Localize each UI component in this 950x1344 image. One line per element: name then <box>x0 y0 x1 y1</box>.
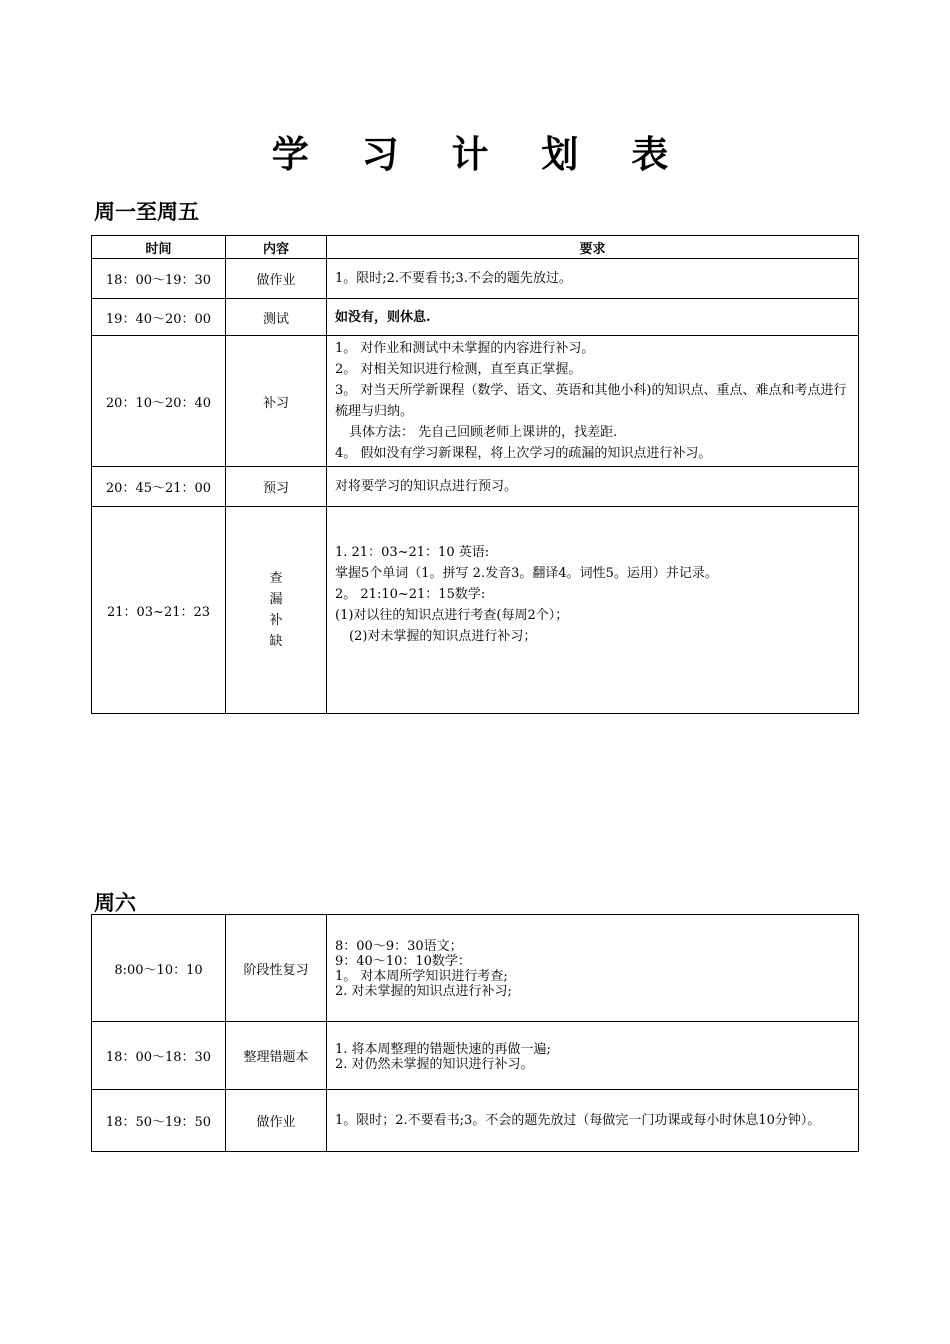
content-cell <box>226 507 327 714</box>
requirement-cell <box>327 1090 859 1152</box>
content-char: 补 <box>269 613 283 628</box>
requirement-line: 1。限时；2.不要看书;3。不会的题先放过（每做完一门功课或每小时休息10分钟）。 <box>335 1112 821 1128</box>
requirement-line: 1. 将本周整理的错题快速的再做一遍; <box>335 1042 551 1057</box>
requirement-line: 3。 对当天所学新课程（数学、语文、英语和其他小科)的知识点、重点、难点和考点进行梳理与归纳。 <box>335 383 847 419</box>
content-char: 漏 <box>269 592 283 607</box>
content-char: 查 <box>269 571 283 586</box>
table-row <box>92 507 859 714</box>
content-cell: 整理错题本 <box>226 1022 327 1090</box>
header-requirements: 要求 <box>327 236 859 259</box>
table-row <box>92 1090 859 1152</box>
requirement-cell <box>327 1022 859 1090</box>
table-row <box>92 1022 859 1090</box>
table-row <box>92 259 859 299</box>
requirement-line: 对将要学习的知识点进行预习。 <box>335 479 518 494</box>
time-cell: 18：00～19：30 <box>92 259 226 299</box>
requirement-cell <box>327 336 859 467</box>
table-row <box>92 467 859 507</box>
content-cell: 阶段性复习 <box>226 915 327 1022</box>
content-char: 缺 <box>269 634 283 649</box>
requirement-line: 具体方法： 先自己回顾老师上课讲的，找差距. <box>349 425 618 440</box>
requirement-line: 1。 对本周所学知识进行考查; <box>335 969 508 984</box>
saturday-schedule-table <box>91 914 859 1152</box>
requirement-line: 1. 21：03~21：10 英语: <box>335 544 490 560</box>
requirement-line: 1。限时;2.不要看书;3.不会的题先放过。 <box>335 271 572 286</box>
requirement-line: 2。 21:10~21：15数学: <box>335 586 486 602</box>
content-cell: 做作业 <box>226 1090 327 1152</box>
requirement-cell <box>327 259 859 299</box>
requirement-line: 2。 对相关知识进行检测，直至真正掌握。 <box>335 362 582 377</box>
section-heading-saturday: 周六 <box>94 891 136 915</box>
requirement-cell <box>327 299 859 336</box>
requirement-line: 4。 假如没有学习新课程，将上次学习的疏漏的知识点进行补习。 <box>335 446 712 461</box>
table-header-row <box>92 236 859 259</box>
requirement-line: 2. 对仍然未掌握的知识进行补习。 <box>335 1057 534 1072</box>
requirement-line: 掌握5个单词（1。拼写 2.发音3。翻译4。词性5。运用）并记录。 <box>335 565 718 581</box>
content-cell: 做作业 <box>226 259 327 299</box>
time-cell: 18：00～18：30 <box>92 1022 226 1090</box>
table-row <box>92 915 859 1022</box>
requirement-line: 如没有，则休息. <box>335 309 431 325</box>
header-content: 内容 <box>226 236 327 259</box>
content-cell: 补习 <box>226 336 327 467</box>
time-cell: 20：45～21：00 <box>92 467 226 507</box>
requirement-line: 8：00～9：30语文； <box>335 939 463 954</box>
time-cell: 20：10～20：40 <box>92 336 226 467</box>
requirement-line: (1)对以往的知识点进行考查(每周2个）； <box>335 607 569 623</box>
time-cell: 8:00～10：10 <box>92 915 226 1022</box>
content-cell: 预习 <box>226 467 327 507</box>
requirement-line: 1。 对作业和测试中未掌握的内容进行补习。 <box>335 341 595 356</box>
time-cell: 18：50～19：50 <box>92 1090 226 1152</box>
time-cell: 19：40～20：00 <box>92 299 226 336</box>
requirement-line: 9：40～10：10数学： <box>335 954 471 969</box>
time-cell: 21：03~21：23 <box>92 507 226 714</box>
requirement-cell <box>327 507 859 714</box>
requirement-cell <box>327 915 859 1022</box>
header-time: 时间 <box>92 236 226 259</box>
table-row <box>92 299 859 336</box>
requirement-line: 2. 对未掌握的知识点进行补习; <box>335 984 512 999</box>
content-cell: 测试 <box>226 299 327 336</box>
requirement-line: (2)对未掌握的知识点进行补习； <box>349 628 537 644</box>
weekday-schedule-table <box>91 235 859 714</box>
page-title: 学 习 计 划 表 <box>271 133 689 176</box>
requirement-cell <box>327 467 859 507</box>
table-row <box>92 336 859 467</box>
section-heading-weekday: 周一至周五 <box>94 200 199 224</box>
